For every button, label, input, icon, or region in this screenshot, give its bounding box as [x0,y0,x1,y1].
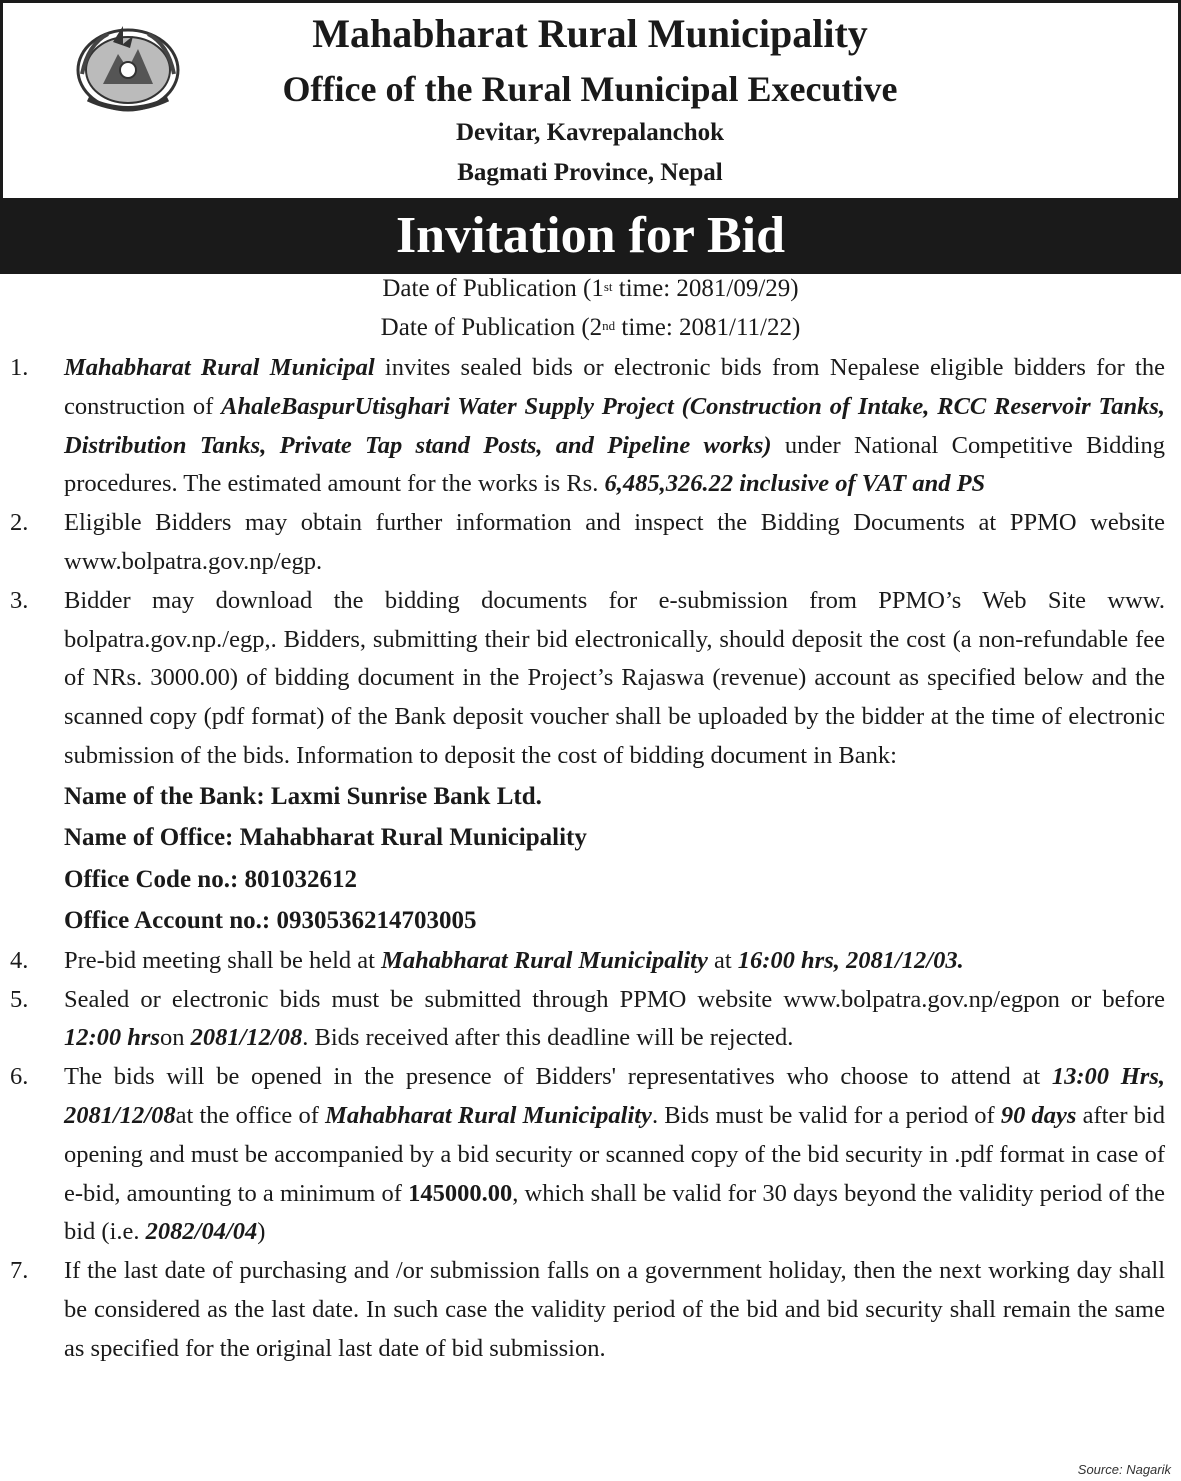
clause-3: 3. Bidder may download the bidding documents for e-submission from PPMO’s Web Site www. bolpatra.gov.np./egp,. Bidders, submitting their bid electronically, should deposit the cost (a non-refundable fee of NRs. 3000.00) of bidding document in the Project’s Rajaswa (revenue) account as specified below and the scanned copy (pdf format) of the Bank deposit voucher shall be uploaded by the bidder at the time of electronic submission of the bids. Information to deposit the cost of bidding document in Bank: [0,582,1181,776]
office-title: Office of the Rural Municipal Executive [282,69,898,109]
bank-office-code: Office Code no.: 801032612 [64,865,358,893]
clause-number: 5. [10,985,29,1013]
publication-date-second: Date of Publication (2nd time: 2081/11/22) [380,314,801,341]
clause-number: 1. [10,354,29,381]
clause-number: 4. [10,946,29,974]
bank-office-name: Name of Office: Mahabharat Rural Municipality [64,824,587,852]
clause-6: 6. The bids will be opened in the presence of Bidders' representatives who choose to attend at 13:00 Hrs, 2081/12/08at the office of Mahabharat Rural Municipality. Bids must be valid for a period of 90 days after bid opening and must be accompanied by a bid security or scanned copy of the bid security in .pdf format in case of e-bid, amounting to a minimum of 145000.00, which shall be valid for 30 days beyond the validity period of the bid (i.e. 2082/04/04) [0,1058,1181,1252]
clause-7: 7. If the last date of purchasing and /or submission falls on a government holiday, then the next working day shall be considered as the last date. In such case the validity period of the bid and bid security shall remain the same as specified for the original last date of bid submission. [0,1252,1181,1368]
clause-1: 1. Mahabharat Rural Municipal invites sealed bids or electronic bids from Nepalese eligible bidders for the construction of AhaleBaspurUtisghari Water Supply Project (Construction of Intake, RCC Reservoir Tanks, Distribution Tanks, Private Tap stand Posts, and Pipeline works) under National Competitive Bidding procedures. The estimated amount for the works is Rs. 6,485,326.22 inclusive of VAT and PS [0,349,1181,504]
nepal-emblem-icon [68,14,188,118]
source-credit: Source: Nagarik [1077,1462,1171,1477]
bank-details [0,776,1181,942]
municipality-title: Mahabharat Rural Municipality [312,11,868,56]
clause-number: 2. [10,509,29,537]
clause-number: 3. [10,586,29,614]
clause-4: 4. Pre-bid meeting shall be held at Mahabharat Rural Municipality at 16:00 hrs, 2081/12/03. [0,942,1181,981]
clause-2: 2. Eligible Bidders may obtain further information and inspect the Bidding Documents at PPMO website www.bolpatra.gov.np/egp. [0,504,1181,582]
address-line-2: Bagmati Province, Nepal [457,159,723,186]
address-line-1: Devitar, Kavrepalanchok [455,119,725,146]
clause-number: 7. [10,1257,29,1285]
clause-number: 6. [10,1063,29,1091]
bid-clauses [0,349,1181,1369]
bank-name: Name of the Bank: Laxmi Sunrise Bank Ltd. [64,782,542,810]
publication-date-first: Date of Publication (1st time: 2081/09/29) [382,275,799,302]
bank-account-number: Office Account no.: 0930536214703005 [64,907,477,935]
notice-banner: Invitation for Bid [0,198,1181,274]
clause-5: 5. Sealed or electronic bids must be submitted through PPMO website www.bolpatra.gov.np/egpon or before 12:00 hrson 2081/12/08. Bids received after this deadline will be rejected. [0,981,1181,1059]
